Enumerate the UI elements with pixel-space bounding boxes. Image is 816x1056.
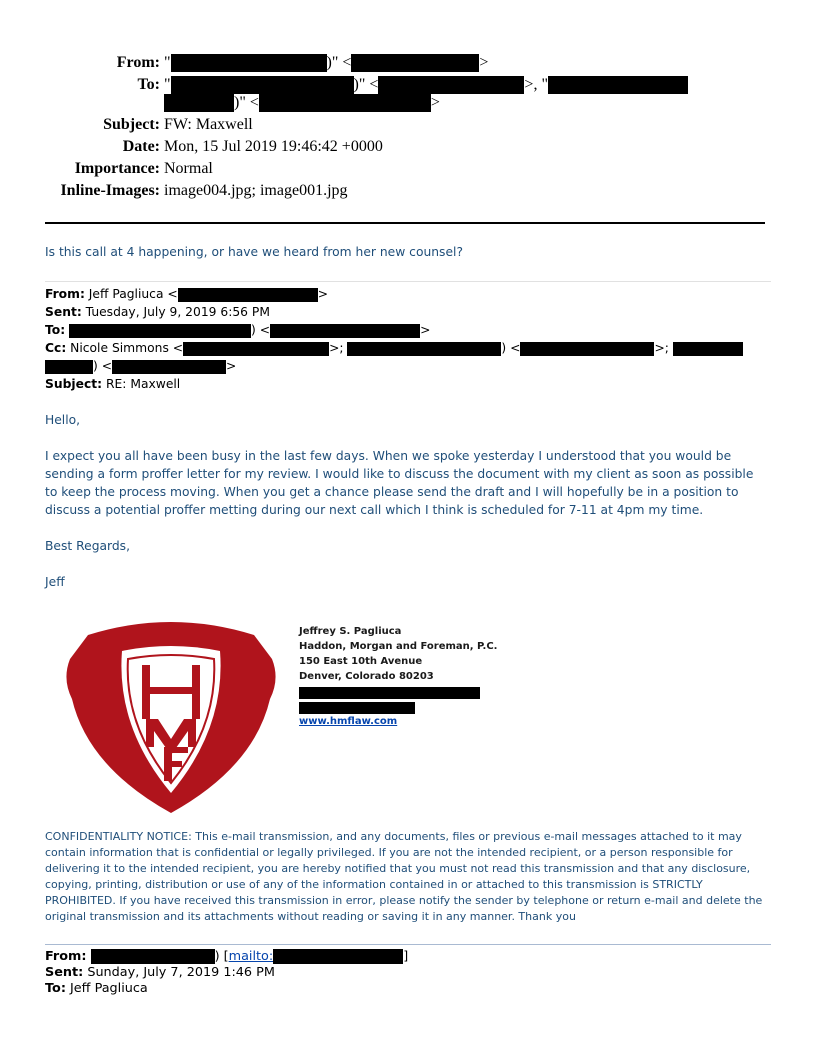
subject-label: Subject: [103,116,160,133]
inline-images-label: Inline-Images: [60,182,160,199]
fwd-subject-line [45,375,180,393]
date-value: Mon, 15 Jul 2019 19:46:42 +0000 [164,138,383,155]
inline-images-value: image004.jpg; image001.jpg [164,182,348,199]
earlier-from-label: From: [45,949,87,964]
fwd-cc-line: Cc: Nicole Simmons < >; ) < >; [45,339,743,357]
sig-address1: 150 East 10th Avenue [299,656,423,667]
redaction-block [299,702,415,714]
earlier-to-label: To: [45,981,66,996]
date-label: Date: [122,138,160,155]
closing: Best Regards, [45,539,130,553]
sig-address2: Denver, Colorado 80203 [299,671,434,682]
redaction-block [347,342,501,356]
confidentiality-notice: CONFIDENTIALITY NOTICE: This e-mail transmission, and any documents, files or previous e-mail messages attached to it may contain information that is confidential or legally privileged. If you are not the intended recipient, or a person responsible for delivering it to the intended recipient, you are hereby notified that you must not read this transmission and that any disclosure, copying, printing, distribution or use of any of the information contained in or attached to this transmission is STRICTLY PROHIBITED. If you have received this transmission in error, please notify the sender by telephone or return e-mail and delete the original transmission and its attachments without reading or saving it in any manner. Thank you [45,830,763,923]
redaction-block [351,54,479,72]
sig-firm: Haddon, Morgan and Foreman, P.C. [299,641,498,652]
redaction-block [183,342,329,356]
greeting: Hello, [45,413,81,427]
fwd-subject-label: Subject: [45,377,103,391]
earlier-sent-label: Sent: [45,965,84,980]
fwd-to-label: To: [45,323,66,337]
earlier-to-value: Jeff Pagliuca [70,981,148,996]
message-divider [45,281,771,282]
earlier-sent-line [45,965,275,981]
hmf-logo [58,607,284,819]
sig-website-link[interactable]: www.hmflaw.com [299,716,398,727]
earlier-sent-value: Sunday, July 7, 2019 1:46 PM [87,965,275,980]
fwd-cc-label: Cc: [45,341,67,355]
redaction-block [171,54,327,72]
redaction-block [164,94,234,112]
redaction-block [178,288,318,302]
fwd-cc-line-continued: ) < > [45,357,236,375]
fwd-from-label: From: [45,287,85,301]
earlier-divider [45,944,771,945]
fwd-subject-value: RE: Maxwell [105,377,181,391]
redaction-block [69,324,251,338]
fwd-to-line: To: ) < > [45,323,431,337]
redaction-block [270,324,420,338]
fwd-sent-line [45,303,270,321]
to-value: " )" < >, " [164,74,688,96]
redaction-block [112,360,226,374]
redaction-block [91,949,215,964]
subject-value: FW: Maxwell [164,116,253,133]
redaction-block [45,360,93,374]
message-text: Is this call at 4 happening, or have we heard from her new counsel? [45,245,463,259]
signature-block [299,624,497,729]
mailto-link[interactable]: mailto: [229,949,404,964]
importance-value: Normal [164,160,213,177]
from-value: " )" < > [164,54,489,71]
redaction-block [259,94,431,112]
sig-name: Jeffrey S. Pagliuca [299,626,402,637]
earlier-to-line [45,981,148,997]
redaction-block [548,76,688,94]
earlier-from-line: From: ) [mailto: ] [45,949,409,964]
redaction-block [520,342,654,356]
to-label: To: [137,76,160,93]
fwd-sent-value: Tuesday, July 9, 2019 6:56 PM [85,305,270,319]
redaction-block [299,687,480,699]
fwd-from-line: From: Jeff Pagliuca < > [45,287,329,301]
importance-label: Importance: [74,160,160,177]
redaction-block [273,949,403,964]
fwd-sent-label: Sent: [45,305,82,319]
header-divider [45,222,765,224]
from-label: From: [116,54,160,71]
redaction-block [673,342,743,356]
sign-name: Jeff [45,575,65,589]
body-paragraph: I expect you all have been busy in the last few days. When we spoke yesterday I understood that you would be sending a form proffer letter for my review. I would like to discuss the document with my client as soon as possible to keep the process moving. When you get a chance please send the draft and I will hopefully be in a position to discuss a potential proffer metting during our next call which I think is scheduled for 7-11 at 4pm my time. [45,449,754,517]
to-value-continued: )" < > [164,92,440,114]
